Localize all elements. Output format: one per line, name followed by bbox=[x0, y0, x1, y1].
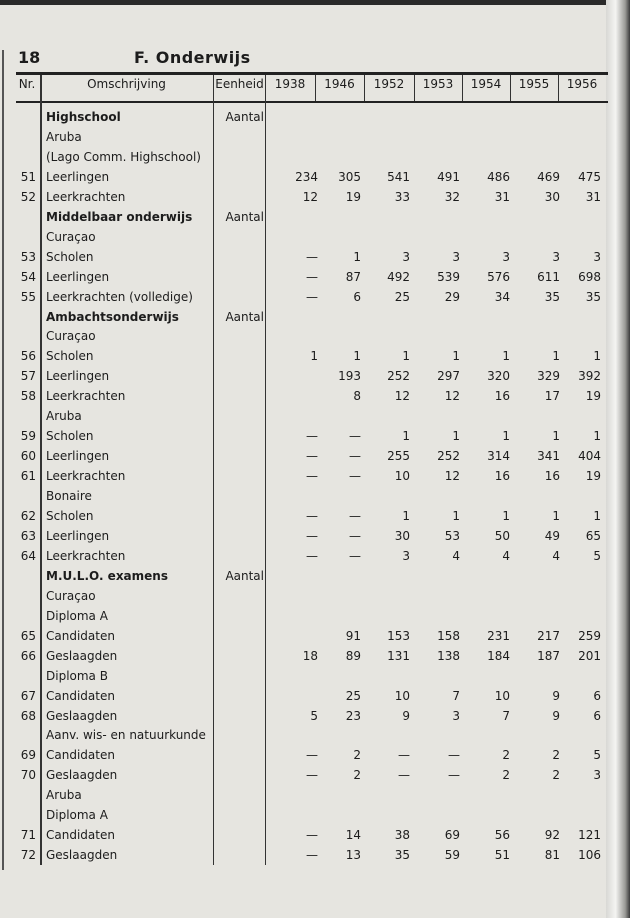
row-label: Scholen bbox=[46, 249, 94, 264]
row-label: M.U.L.O. examens bbox=[46, 568, 168, 583]
row-number: 51 bbox=[20, 169, 36, 184]
cell-1938: 234 bbox=[295, 169, 318, 184]
row-number: 57 bbox=[20, 369, 36, 384]
row-number: 59 bbox=[20, 429, 36, 444]
page-binding-edge bbox=[606, 0, 630, 918]
cell-1953: 4 bbox=[452, 548, 460, 563]
table-row bbox=[0, 667, 606, 687]
table-row bbox=[0, 168, 606, 188]
table-row bbox=[0, 647, 606, 667]
cell-1938: — bbox=[306, 528, 318, 543]
table-row bbox=[0, 527, 606, 547]
cell-1938: 12 bbox=[302, 189, 318, 204]
cell-1956: 5 bbox=[593, 748, 601, 763]
column-divider bbox=[315, 75, 316, 101]
table-row bbox=[0, 407, 606, 427]
table-row bbox=[0, 467, 606, 487]
cell-1954: 10 bbox=[494, 688, 510, 703]
row-number: 68 bbox=[20, 708, 36, 723]
cell-1956: 1 bbox=[593, 349, 601, 364]
row-number: 72 bbox=[20, 848, 36, 863]
cell-1954: 314 bbox=[487, 449, 510, 464]
cell-1938: 18 bbox=[302, 648, 318, 663]
row-label: Leerlingen bbox=[46, 169, 110, 184]
cell-1955: 469 bbox=[537, 169, 560, 184]
table-row bbox=[0, 507, 606, 527]
row-label: Aruba bbox=[46, 788, 82, 803]
cell-1956: 5 bbox=[593, 548, 601, 563]
column-divider bbox=[462, 75, 463, 101]
cell-1952: 3 bbox=[402, 548, 410, 563]
cell-1953: 1 bbox=[452, 349, 460, 364]
cell-1954: 4 bbox=[502, 548, 510, 563]
row-label: Curaçao bbox=[46, 229, 96, 244]
cell-1954: 1 bbox=[502, 429, 510, 444]
cell-1953: — bbox=[448, 748, 460, 763]
cell-1955: 187 bbox=[537, 648, 560, 663]
column-divider bbox=[364, 75, 365, 101]
cell-1954: 51 bbox=[494, 848, 510, 863]
table-row bbox=[0, 347, 606, 367]
cell-1953: 138 bbox=[437, 648, 460, 663]
row-label: Candidaten bbox=[46, 688, 115, 703]
table-row bbox=[0, 228, 606, 248]
cell-1956: 35 bbox=[585, 289, 601, 304]
row-label: Aruba bbox=[46, 129, 82, 144]
row-label: Leerkrachten bbox=[46, 189, 126, 204]
row-label: Middelbaar onderwijs bbox=[46, 209, 193, 224]
cell-1953: 32 bbox=[444, 189, 460, 204]
cell-1956: 31 bbox=[585, 189, 601, 204]
cell-1956: 3 bbox=[593, 249, 601, 264]
cell-1953: 1 bbox=[452, 509, 460, 523]
cell-1952: 255 bbox=[387, 449, 410, 464]
cell-1952: 252 bbox=[387, 369, 410, 384]
cell-1954: 7 bbox=[502, 708, 510, 723]
row-number: 63 bbox=[20, 528, 36, 543]
cell-1952: 153 bbox=[387, 628, 410, 643]
row-number: 61 bbox=[20, 469, 36, 484]
cell-1956: 3 bbox=[593, 768, 601, 783]
cell-1955: 16 bbox=[544, 469, 560, 484]
cell-1946: 25 bbox=[345, 688, 361, 703]
cell-1952: 30 bbox=[394, 528, 410, 543]
section-title: F. Onderwijs bbox=[134, 48, 251, 67]
cell-1955: 611 bbox=[537, 269, 560, 284]
cell-1956: 19 bbox=[585, 389, 601, 404]
cell-1946: 305 bbox=[338, 169, 361, 184]
cell-1946: — bbox=[349, 449, 361, 464]
row-label: Geslaagden bbox=[46, 768, 118, 783]
row-number: 60 bbox=[20, 449, 36, 464]
table-row bbox=[0, 148, 606, 168]
row-label: Scholen bbox=[46, 429, 94, 444]
row-label: Leerkrachten (volledige) bbox=[46, 289, 193, 304]
table-row bbox=[0, 108, 606, 128]
cell-1956: 6 bbox=[593, 708, 601, 723]
cell-1952: 10 bbox=[394, 469, 410, 484]
cell-1946: — bbox=[349, 548, 361, 563]
table-row bbox=[0, 846, 606, 866]
table-row bbox=[0, 288, 606, 308]
cell-1946: 23 bbox=[345, 708, 361, 723]
header-year-1956: 1956 bbox=[566, 77, 598, 91]
cell-1955: 1 bbox=[552, 429, 560, 444]
cell-1955: 17 bbox=[544, 389, 560, 404]
cell-1953: 12 bbox=[444, 469, 460, 484]
row-number: 69 bbox=[20, 748, 36, 763]
cell-1956: 1 bbox=[593, 509, 601, 523]
row-label: Curaçao bbox=[46, 329, 96, 344]
table-row bbox=[0, 308, 606, 328]
cell-1938: — bbox=[306, 548, 318, 563]
cell-1955: 92 bbox=[544, 828, 560, 843]
row-number: 65 bbox=[20, 628, 36, 643]
cell-1938: — bbox=[306, 469, 318, 484]
table-row bbox=[0, 826, 606, 846]
cell-1938: — bbox=[306, 449, 318, 464]
row-label: Scholen bbox=[46, 509, 94, 523]
cell-1938: — bbox=[306, 429, 318, 444]
header-description: Omschrijving bbox=[87, 77, 166, 91]
cell-1938: — bbox=[306, 289, 318, 304]
cell-1955: 2 bbox=[552, 748, 560, 763]
cell-1955: 9 bbox=[552, 708, 560, 723]
cell-1956: 1 bbox=[593, 429, 601, 444]
cell-1946: 6 bbox=[353, 289, 361, 304]
header-nr: Nr. bbox=[18, 77, 36, 91]
cell-1955: 341 bbox=[537, 449, 560, 464]
cell-1938: 1 bbox=[310, 349, 318, 364]
cell-1954: 2 bbox=[502, 748, 510, 763]
table-top-rule bbox=[16, 72, 608, 75]
cell-1953: 3 bbox=[452, 708, 460, 723]
cell-1952: 1 bbox=[402, 509, 410, 523]
cell-1946: 1 bbox=[353, 349, 361, 364]
row-number: 67 bbox=[20, 688, 36, 703]
cell-1938: — bbox=[306, 828, 318, 843]
cell-1946: 2 bbox=[353, 748, 361, 763]
table-row bbox=[0, 327, 606, 347]
cell-1946: 87 bbox=[345, 269, 361, 284]
row-number: 52 bbox=[20, 189, 36, 204]
cell-1956: 404 bbox=[578, 449, 601, 464]
column-divider bbox=[510, 75, 511, 101]
row-label: Leerlingen bbox=[46, 528, 110, 543]
cell-1952: 25 bbox=[394, 289, 410, 304]
header-year-1954: 1954 bbox=[470, 77, 502, 91]
table-row bbox=[0, 786, 606, 806]
cell-1952: — bbox=[398, 748, 410, 763]
cell-1938: — bbox=[306, 768, 318, 783]
page-number: 18 bbox=[18, 48, 41, 67]
cell-1956: 19 bbox=[585, 469, 601, 484]
cell-1955: 81 bbox=[544, 848, 560, 863]
row-number: 62 bbox=[20, 509, 36, 523]
cell-1952: 1 bbox=[402, 429, 410, 444]
cell-1953: 7 bbox=[452, 688, 460, 703]
table-row bbox=[0, 766, 606, 786]
cell-1946: 8 bbox=[353, 389, 361, 404]
row-label: Leerkrachten bbox=[46, 389, 126, 404]
header-year-1955: 1955 bbox=[518, 77, 550, 91]
cell-1955: 9 bbox=[552, 688, 560, 703]
cell-1952: 3 bbox=[402, 249, 410, 264]
table-row bbox=[0, 188, 606, 208]
cell-1956: 6 bbox=[593, 688, 601, 703]
row-label: Leerkrachten bbox=[46, 469, 126, 484]
cell-1956: 106 bbox=[578, 848, 601, 863]
cell-1954: 1 bbox=[502, 349, 510, 364]
row-label: Ambachtsonderwijs bbox=[46, 309, 179, 324]
cell-1955: 1 bbox=[552, 509, 560, 523]
column-divider bbox=[558, 75, 559, 101]
row-number: 70 bbox=[20, 768, 36, 783]
cell-1952: 35 bbox=[394, 848, 410, 863]
table-row bbox=[0, 806, 606, 826]
table-row bbox=[0, 447, 606, 467]
row-label: Highschool bbox=[46, 110, 121, 124]
row-label: Candidaten bbox=[46, 628, 115, 643]
cell-1938: — bbox=[306, 748, 318, 763]
cell-1946: 1 bbox=[353, 249, 361, 264]
cell-1946: 91 bbox=[345, 628, 361, 643]
cell-1953: 491 bbox=[437, 169, 460, 184]
row-number: 55 bbox=[20, 289, 36, 304]
table-row bbox=[0, 707, 606, 727]
cell-1954: 16 bbox=[494, 469, 510, 484]
cell-1953: 539 bbox=[437, 269, 460, 284]
cell-1946: — bbox=[349, 509, 361, 523]
cell-1955: 49 bbox=[544, 528, 560, 543]
row-label: Geslaagden bbox=[46, 708, 118, 723]
cell-1952: 541 bbox=[387, 169, 410, 184]
cell-1954: 34 bbox=[494, 289, 510, 304]
row-number: 56 bbox=[20, 349, 36, 364]
table-row bbox=[0, 487, 606, 507]
cell-1956: 65 bbox=[585, 528, 601, 543]
cell-1953: 69 bbox=[444, 828, 460, 843]
cell-1955: 2 bbox=[552, 768, 560, 783]
cell-1954: 486 bbox=[487, 169, 510, 184]
cell-1952: 1 bbox=[402, 349, 410, 364]
table-row bbox=[0, 248, 606, 268]
cell-1938: — bbox=[306, 249, 318, 264]
cell-1953: 59 bbox=[444, 848, 460, 863]
cell-1946: 14 bbox=[345, 828, 361, 843]
table-row bbox=[0, 268, 606, 288]
header-year-1938: 1938 bbox=[274, 77, 306, 91]
cell-1946: 193 bbox=[338, 369, 361, 384]
cell-1938: 5 bbox=[310, 708, 318, 723]
cell-1954: 231 bbox=[487, 628, 510, 643]
cell-1955: 30 bbox=[544, 189, 560, 204]
cell-1946: — bbox=[349, 528, 361, 543]
row-unit: Aantal bbox=[225, 110, 264, 124]
row-label: Candidaten bbox=[46, 828, 115, 843]
cell-1955: 3 bbox=[552, 249, 560, 264]
table-row bbox=[0, 627, 606, 647]
header-year-1953: 1953 bbox=[422, 77, 454, 91]
table-row bbox=[0, 607, 606, 627]
cell-1954: 1 bbox=[502, 509, 510, 523]
cell-1946: — bbox=[349, 469, 361, 484]
cell-1956: 121 bbox=[578, 828, 601, 843]
row-label: Curaçao bbox=[46, 588, 96, 603]
cell-1956: 475 bbox=[578, 169, 601, 184]
cell-1952: 12 bbox=[394, 389, 410, 404]
row-number: 66 bbox=[20, 648, 36, 663]
table-row bbox=[0, 367, 606, 387]
cell-1952: 492 bbox=[387, 269, 410, 284]
cell-1954: 16 bbox=[494, 389, 510, 404]
cell-1955: 217 bbox=[537, 628, 560, 643]
row-number: 64 bbox=[20, 548, 36, 563]
cell-1938: — bbox=[306, 269, 318, 284]
cell-1954: 50 bbox=[494, 528, 510, 543]
table-row bbox=[0, 427, 606, 447]
header-year-1952: 1952 bbox=[373, 77, 405, 91]
row-label: Leerkrachten bbox=[46, 548, 126, 563]
row-label: Leerlingen bbox=[46, 269, 110, 284]
cell-1953: 12 bbox=[444, 389, 460, 404]
table-row bbox=[0, 746, 606, 766]
row-label: Diploma A bbox=[46, 608, 108, 623]
cell-1954: 576 bbox=[487, 269, 510, 284]
cell-1946: 2 bbox=[353, 768, 361, 783]
cell-1953: 53 bbox=[444, 528, 460, 543]
table-row bbox=[0, 208, 606, 228]
row-label: Geslaagden bbox=[46, 848, 118, 863]
cell-1952: 131 bbox=[387, 648, 410, 663]
table-row bbox=[0, 687, 606, 707]
cell-1954: 320 bbox=[487, 369, 510, 384]
table-row bbox=[0, 387, 606, 407]
scan-top-edge bbox=[0, 0, 630, 5]
cell-1956: 392 bbox=[578, 369, 601, 384]
cell-1946: 89 bbox=[345, 648, 361, 663]
cell-1955: 1 bbox=[552, 349, 560, 364]
table-row bbox=[0, 726, 606, 746]
cell-1954: 2 bbox=[502, 768, 510, 783]
cell-1952: 9 bbox=[402, 708, 410, 723]
cell-1946: — bbox=[349, 429, 361, 444]
header-unit: Eenheid bbox=[215, 77, 264, 91]
table-row bbox=[0, 547, 606, 567]
cell-1955: 329 bbox=[537, 369, 560, 384]
cell-1953: — bbox=[448, 768, 460, 783]
cell-1952: 38 bbox=[394, 828, 410, 843]
cell-1956: 201 bbox=[578, 648, 601, 663]
row-number: 71 bbox=[20, 828, 36, 843]
row-number: 54 bbox=[20, 269, 36, 284]
row-label: Bonaire bbox=[46, 489, 92, 504]
cell-1954: 3 bbox=[502, 249, 510, 264]
cell-1953: 158 bbox=[437, 628, 460, 643]
cell-1952: — bbox=[398, 768, 410, 783]
cell-1952: 10 bbox=[394, 688, 410, 703]
cell-1953: 1 bbox=[452, 429, 460, 444]
cell-1955: 4 bbox=[552, 548, 560, 563]
row-label: Diploma B bbox=[46, 668, 108, 683]
cell-1954: 31 bbox=[494, 189, 510, 204]
row-number: 53 bbox=[20, 249, 36, 264]
cell-1952: 33 bbox=[394, 189, 410, 204]
table-row bbox=[0, 587, 606, 607]
column-divider bbox=[414, 75, 415, 101]
cell-1946: 13 bbox=[345, 848, 361, 863]
cell-1946: 19 bbox=[345, 189, 361, 204]
cell-1954: 184 bbox=[487, 648, 510, 663]
header-year-1946: 1946 bbox=[324, 77, 355, 91]
row-unit: Aantal bbox=[225, 309, 264, 324]
row-label: Aanv. wis- en natuurkunde bbox=[46, 728, 206, 743]
cell-1955: 35 bbox=[544, 289, 560, 304]
cell-1956: 698 bbox=[578, 269, 601, 284]
table-row bbox=[0, 128, 606, 148]
cell-1956: 259 bbox=[578, 628, 601, 643]
row-number: 58 bbox=[20, 389, 36, 404]
row-label: Candidaten bbox=[46, 748, 115, 763]
cell-1953: 252 bbox=[437, 449, 460, 464]
row-label: Geslaagden bbox=[46, 648, 118, 663]
row-unit: Aantal bbox=[225, 568, 264, 583]
cell-1938: — bbox=[306, 509, 318, 523]
row-unit: Aantal bbox=[225, 209, 264, 224]
cell-1938: — bbox=[306, 848, 318, 863]
row-label: Leerlingen bbox=[46, 449, 110, 464]
row-label: Scholen bbox=[46, 349, 94, 364]
table-header-rule bbox=[16, 101, 608, 103]
table-row bbox=[0, 567, 606, 587]
row-label: Diploma A bbox=[46, 808, 108, 823]
row-label: Aruba bbox=[46, 409, 82, 424]
row-label: (Lago Comm. Highschool) bbox=[46, 149, 201, 164]
cell-1953: 3 bbox=[452, 249, 460, 264]
cell-1954: 56 bbox=[494, 828, 510, 843]
row-label: Leerlingen bbox=[46, 369, 110, 384]
cell-1953: 297 bbox=[437, 369, 460, 384]
cell-1953: 29 bbox=[444, 289, 460, 304]
